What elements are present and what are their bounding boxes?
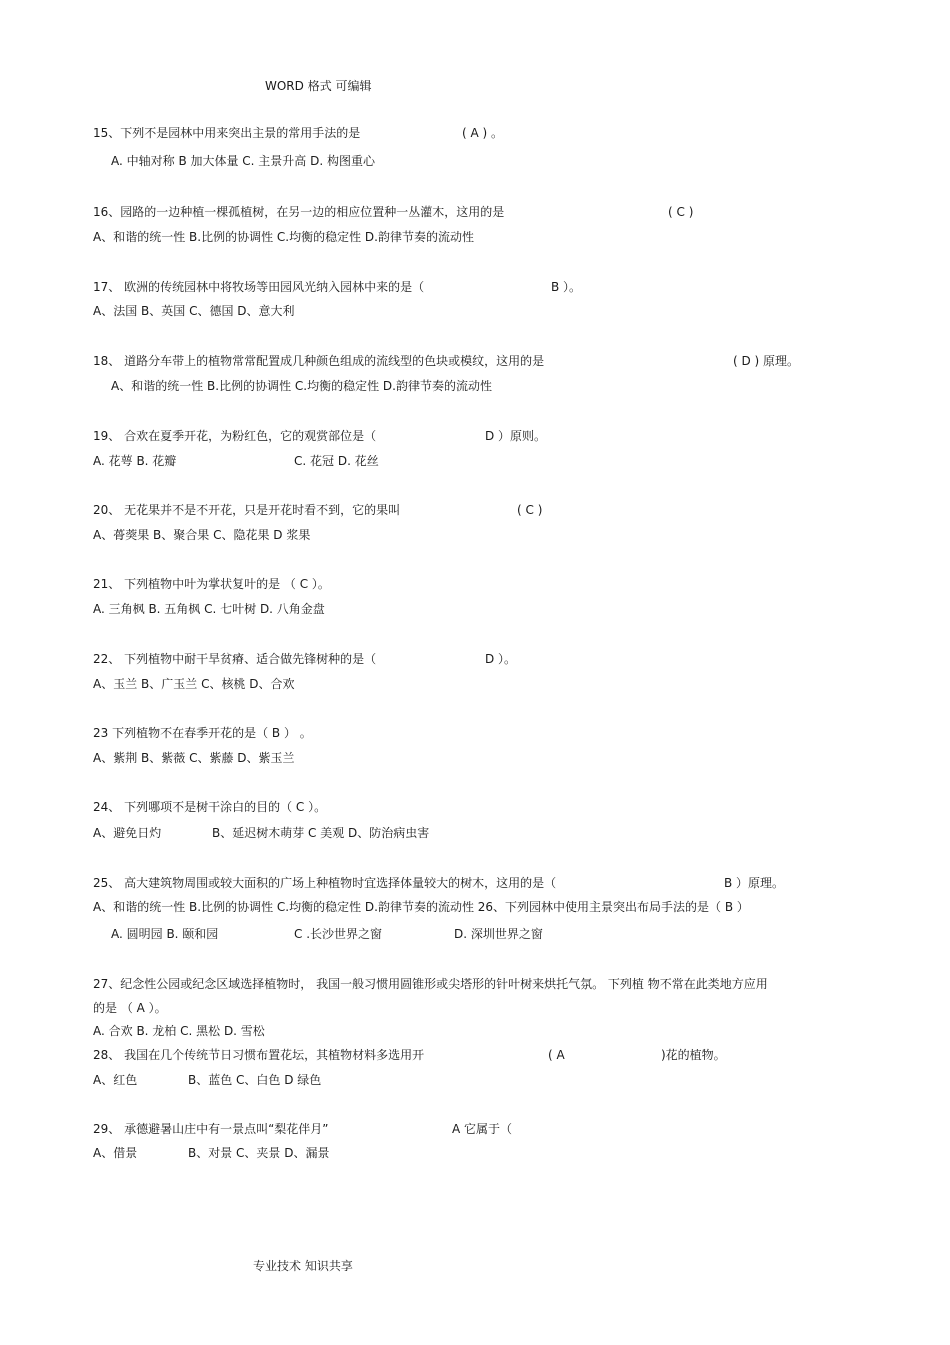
question-text: 16、园路的一边种植一棵孤植树，在另一边的相应位置种一丛灌木，这用的是 bbox=[93, 205, 505, 219]
question-text: B ）。 bbox=[551, 280, 582, 294]
answer-options: D. 深圳世界之窗 bbox=[454, 927, 543, 941]
answer-options: A、和谐的统一性 B.比例的协调性 C.均衡的稳定性 D.韵律节奏的流动性 bbox=[111, 379, 492, 393]
answer-options: C .长沙世界之窗 bbox=[294, 927, 383, 941]
question-text: ( A ) 。 bbox=[462, 126, 504, 140]
answer-options: A、和谐的统一性 B.比例的协调性 C.均衡的稳定性 D.韵律节奏的流动性 26、下列园林中使用主景突出布局手法的是（ B ） bbox=[93, 900, 749, 914]
question-text: D ）。 bbox=[485, 652, 517, 666]
answer-options: A、红色 bbox=[93, 1073, 138, 1087]
question-text: ( A bbox=[548, 1048, 565, 1062]
answer-options: A、避免日灼 bbox=[93, 826, 162, 840]
question-text: A 它属于（ bbox=[452, 1122, 513, 1136]
page-footer: 专业技术 知识共享 bbox=[253, 1259, 353, 1273]
question-text: 的是 （ A ）。 bbox=[93, 1001, 167, 1015]
answer-options: A. 合欢 B. 龙柏 C. 黑松 D. 雪松 bbox=[93, 1024, 265, 1038]
question-text: ( C ) bbox=[517, 503, 543, 517]
question-text: 15、下列不是园林中用来突出主景的常用手法的是 bbox=[93, 126, 361, 140]
question-text: 17、 欧洲的传统园林中将牧场等田园风光纳入园林中来的是（ bbox=[93, 280, 425, 294]
question-text: )花的植物。 bbox=[661, 1048, 726, 1062]
question-text: B ）原理。 bbox=[724, 876, 785, 890]
answer-options: A、借景 bbox=[93, 1146, 138, 1160]
question-text: 27、纪念性公园或纪念区域选择植物时， 我国一般习惯用圆锥形或尖塔形的针叶树来烘托气氛。 下列植 物不常在此类地方应用 bbox=[93, 977, 768, 991]
question-text: 29、 承德避暑山庄中有一景点叫“梨花伴月” bbox=[93, 1122, 329, 1136]
question-text: 23 下列植物不在春季开花的是（ B ） 。 bbox=[93, 726, 312, 740]
question-text: 19、 合欢在夏季开花，为粉红色，它的观赏部位是（ bbox=[93, 429, 377, 443]
page-header: WORD 格式 可编辑 bbox=[265, 79, 372, 93]
question-text: D ）原则。 bbox=[485, 429, 547, 443]
question-text: 20、 无花果并不是不开花，只是开花时看不到，它的果叫 bbox=[93, 503, 401, 517]
answer-options: A、蓇葖果 B、聚合果 C、隐花果 D 浆果 bbox=[93, 528, 311, 542]
question-text: 21、 下列植物中叶为掌状复叶的是 （ C ）。 bbox=[93, 577, 330, 591]
answer-options: C. 花冠 D. 花丝 bbox=[294, 454, 379, 468]
question-text: 22、 下列植物中耐干旱贫瘠、适合做先锋树种的是（ bbox=[93, 652, 377, 666]
question-text: 24、 下列哪项不是树干涂白的目的（ C ）。 bbox=[93, 800, 327, 814]
answer-options: A、法国 B、英国 C、德国 D、意大利 bbox=[93, 304, 295, 318]
answer-options: B、对景 C、夹景 D、漏景 bbox=[188, 1146, 330, 1160]
answer-options: B、延迟树木萌芽 C 美观 D、防治病虫害 bbox=[212, 826, 430, 840]
question-text: 28、 我国在几个传统节日习惯布置花坛，其植物材料多选用开 bbox=[93, 1048, 425, 1062]
question-text: ( D ) 原理。 bbox=[733, 354, 800, 368]
answer-options: A. 花萼 B. 花瓣 bbox=[93, 454, 177, 468]
answer-options: B、蓝色 C、白色 D 绿色 bbox=[188, 1073, 322, 1087]
answer-options: A. 三角枫 B. 五角枫 C. 七叶树 D. 八角金盘 bbox=[93, 602, 325, 616]
answer-options: A、玉兰 B、广玉兰 C、核桃 D、合欢 bbox=[93, 677, 295, 691]
question-text: 18、 道路分车带上的植物常常配置成几种颜色组成的流线型的色块或模纹，这用的是 bbox=[93, 354, 545, 368]
answer-options: A、紫荆 B、紫薇 C、紫藤 D、紫玉兰 bbox=[93, 751, 295, 765]
question-text: 25、 高大建筑物周围或较大面积的广场上种植物时宜选择体量较大的树木，这用的是（ bbox=[93, 876, 557, 890]
answer-options: A、和谐的统一性 B.比例的协调性 C.均衡的稳定性 D.韵律节奏的流动性 bbox=[93, 230, 474, 244]
answer-options: A. 中轴对称 B 加大体量 C. 主景升高 D. 构图重心 bbox=[111, 154, 375, 168]
answer-options: A. 圆明园 B. 颐和园 bbox=[111, 927, 219, 941]
question-text: ( C ) bbox=[668, 205, 694, 219]
